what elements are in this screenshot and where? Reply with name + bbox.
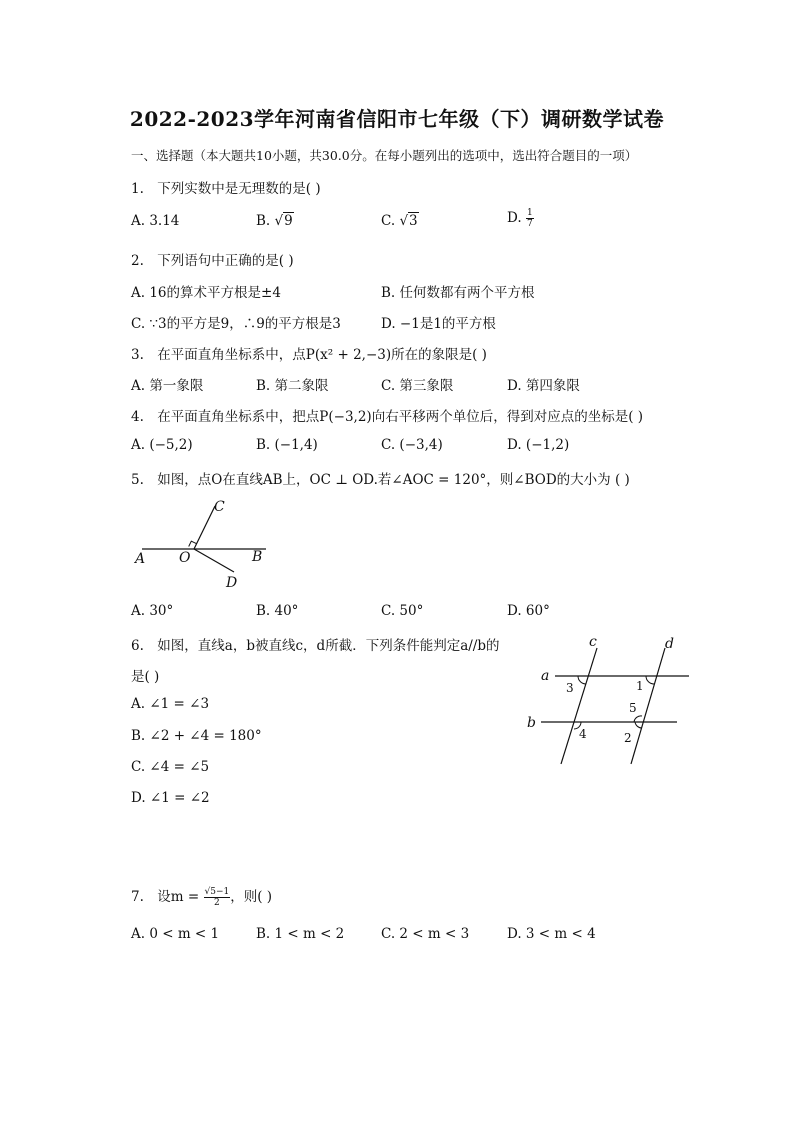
label-4: 4 [579,727,587,741]
question-1 [131,177,321,197]
question-stem: 下列语句中正确的是( ) [157,253,294,269]
option-a: A. 第一象限 [131,378,204,394]
option-d: D. (−1,2) [507,437,570,453]
question-number: 2. [131,253,144,269]
option-letter: C. [381,213,400,229]
option-a: A. 3.14 [131,213,180,229]
question-number: 7. [131,889,144,905]
question-3 [131,343,487,363]
option-b: B. 第二象限 [256,378,329,394]
question-stem-pre: 设m = [157,889,200,905]
label-a: A [135,551,146,567]
question-stem: 在平面直角坐标系中，点P(x² + 2,−3)所在的象限是( ) [157,347,487,363]
option-a: A. 30° [131,603,174,619]
label-b: b [527,715,536,731]
option-a: A. ∠1 = ∠3 [131,696,210,712]
label-2: 2 [624,731,632,745]
option-c: C. ∵3的平方是9，∴9的平方根是3 [131,316,341,332]
parallel-lines-figure [525,632,695,772]
label-b: B [252,549,263,565]
ray-od [194,549,234,572]
question-7 [131,885,272,908]
option-b: B. 40° [256,603,299,619]
question-6 [131,634,499,654]
option-d: D. 第四象限 [507,378,580,394]
fraction-m: $\frac{√5-1}{2}$ [204,887,230,908]
option-letter: B. [256,213,275,229]
question-stem: 如图，点O在直线AB上，OC ⊥ OD.若∠AOC = 120°，则∠BOD的大小为 ( ) [157,472,630,488]
option-c: C. 第三象限 [381,378,454,394]
option-d: D. −1是1的平方根 [381,316,496,332]
question-4 [131,405,643,425]
question-number: 5. [131,472,144,488]
arc-angle-2 [635,722,642,728]
option-b: B. ∠2 + ∠4 = 180° [131,728,262,744]
sqrt-3: √3 [399,213,418,229]
option-c: C. 2 < m < 3 [381,926,470,942]
radicand: 3 [409,213,418,229]
angle-figure [130,492,280,592]
arc-angle-5 [634,716,642,722]
option-c: C. (−3,4) [381,437,443,453]
option-b: B. 任何数都有两个平方根 [381,285,535,301]
label-d: d [665,636,674,652]
option-b [256,213,294,229]
question-number: 1. [131,181,144,197]
line-c [561,648,597,764]
question-2 [131,249,294,269]
ray-oc [194,506,215,549]
page-title: 2022-2023学年河南省信阳市七年级（下）调研数学试卷 [129,107,665,131]
label-3: 3 [566,681,574,695]
question-6-continuation: 是( ) [131,669,160,685]
question-number: 3. [131,347,144,363]
sqrt-9: √9 [274,213,293,229]
question-number: 4. [131,409,144,425]
option-a: A. 16的算术平方根是±4 [131,285,281,301]
question-stem: 在平面直角坐标系中，把点P(−3,2)向右平移两个单位后，得到对应点的坐标是( ) [157,409,644,425]
option-letter: D. [507,210,526,226]
option-d: D. 3 < m < 4 [507,926,596,942]
label-c: C [214,499,225,515]
question-number: 6. [131,638,144,654]
option-a: A. 0 < m < 1 [131,926,220,942]
label-a: a [541,668,550,684]
label-o: O [179,550,191,566]
option-c: C. 50° [381,603,424,619]
option-c [381,213,419,229]
option-d: D. ∠1 = ∠2 [131,790,210,806]
option-a: A. (−5,2) [131,437,193,453]
option-b: B. (−1,4) [256,437,318,453]
option-b: B. 1 < m < 2 [256,926,345,942]
label-c: c [589,634,597,650]
fraction-1-7: $\frac{1}{7}$ [526,208,533,229]
option-c: C. ∠4 = ∠5 [131,759,210,775]
section-heading: 一、选择题（本大题共10小题，共30.0分。在每小题列出的选项中，选出符合题目的一项） [131,148,638,163]
label-d: D [226,575,238,591]
question-stem: 下列实数中是无理数的是( ) [157,181,321,197]
arc-angle-1 [646,676,654,684]
label-1: 1 [636,679,644,693]
radicand: 9 [284,213,293,229]
option-d [507,208,534,229]
question-stem-post: ，则( ) [230,889,273,905]
option-d: D. 60° [507,603,550,619]
arc-angle-3 [578,676,586,684]
label-5: 5 [629,701,637,715]
question-stem: 如图，直线a，b被直线c，d所截．下列条件能判定a//b的 [157,638,500,654]
question-5 [131,468,630,488]
